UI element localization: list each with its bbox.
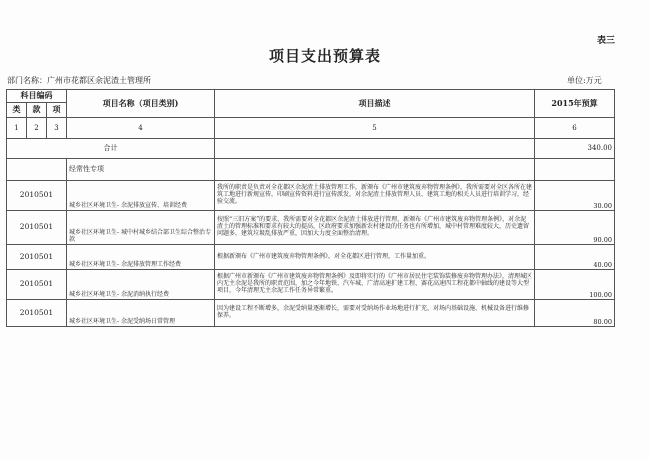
index-cell: 3 bbox=[47, 118, 67, 139]
table-row bbox=[7, 245, 615, 270]
budget-header: 2015年预算 bbox=[535, 90, 615, 118]
category-row bbox=[7, 159, 615, 181]
header-row bbox=[7, 90, 615, 103]
department-label: 部门名称：广州市花都区余泥渣土管理所 bbox=[7, 76, 151, 85]
table-row bbox=[7, 211, 615, 245]
total-row bbox=[7, 139, 615, 159]
budget-amount: 30.00 bbox=[535, 181, 615, 211]
project-description: 按照“三旧方案”的要求，我所需要对全花都区余泥渣土排放进行管理，新颁布《广州市建筑废弃物管理条例》，对余泥渣土的管理标准和要求有较大的提高，区政府要求加强新农村建设的任务也有所增加，城中村管理难度较大，历史遗留问题多，建筑垃圾乱排放严重，因加大力度全面整治清理。 bbox=[215, 211, 535, 245]
project-name-header: 项目名称（项目类别) bbox=[67, 90, 215, 118]
subject-code: 2010501 bbox=[7, 245, 67, 270]
budget-amount: 90.00 bbox=[535, 211, 615, 245]
unit-label: 单位:万元 bbox=[567, 76, 602, 85]
table-number-label: 表三 bbox=[597, 36, 616, 46]
index-cell: 6 bbox=[535, 118, 615, 139]
category-desc-cell bbox=[215, 159, 535, 181]
project-name: 城乡社区环境卫生- 余泥排放管理工作经费 bbox=[67, 245, 215, 270]
category-code-cell bbox=[7, 159, 67, 181]
index-cell: 1 bbox=[7, 118, 27, 139]
project-name: 城乡社区环境卫生- 余泥排放宣传、培训经费 bbox=[67, 181, 215, 211]
lei-header: 类 bbox=[7, 103, 27, 118]
category-amount-cell bbox=[535, 159, 615, 181]
index-cell: 2 bbox=[27, 118, 47, 139]
project-name: 城乡社区环境卫生- 城中村城乡结合部卫生综合整治专款 bbox=[67, 211, 215, 245]
total-desc-cell bbox=[215, 139, 535, 159]
project-description: 根据广州市新颁布《广州市建筑废弃物管理条例》及即将实行的《广州市居民住宅装饰装修废弃物管理办法》，清理城区内无主余泥是我所的职责范围，加之今年地铁、汽车城、广清高速扩建工程、赛花高速四工程花都中轴线的建设等大型项目，今年清理无主余泥工作任务异常繁重。 bbox=[215, 270, 535, 300]
budget-table bbox=[6, 89, 615, 327]
project-name: 城乡社区环境卫生- 余泥受纳场日常管理 bbox=[67, 300, 215, 327]
project-name: 城乡社区环境卫生- 余泥消纳执行经费 bbox=[67, 270, 215, 300]
subject-code: 2010501 bbox=[7, 300, 67, 327]
project-desc-header: 项目描述 bbox=[215, 90, 535, 118]
project-description: 根据新颁布《广州市建筑废弃物管理条例》，对全花都区进行管理，工作量加重。 bbox=[215, 245, 535, 270]
total-label: 合计 bbox=[7, 139, 215, 159]
kuan-header: 款 bbox=[27, 103, 47, 118]
total-value: 340.00 bbox=[535, 139, 615, 159]
subject-code: 2010501 bbox=[7, 270, 67, 300]
index-row bbox=[7, 118, 615, 139]
table-row bbox=[7, 181, 615, 211]
subject-code: 2010501 bbox=[7, 181, 67, 211]
budget-amount: 100.00 bbox=[535, 270, 615, 300]
xiang-header: 项 bbox=[47, 103, 67, 118]
table-row bbox=[7, 270, 615, 300]
project-description: 我所的职责是负责对全花都区余泥渣土排放管理工作，新颁布《广州市建筑废弃物管理条例》，我所需要对全区各所在建筑工地进行新规宣传，印刷宣传资料进行宣传派发，对余泥渣土排放管理人员、建筑工地的相关人员进行培训学习，经验交流。 bbox=[215, 181, 535, 211]
subject-code: 2010501 bbox=[7, 211, 67, 245]
category-label: 经常性专项 bbox=[67, 159, 215, 181]
budget-amount: 80.00 bbox=[535, 300, 615, 327]
table-row bbox=[7, 300, 615, 327]
project-description: 因为建设工程不断增多，余泥受纳量逐渐增长，需要对受纳场作业场地进行扩充，对场内基础设施、机械设备进行维修保养。 bbox=[215, 300, 535, 327]
page-title: 项目支出预算表 bbox=[268, 47, 381, 65]
budget-amount: 40.00 bbox=[535, 245, 615, 270]
index-cell: 5 bbox=[215, 118, 535, 139]
index-cell: 4 bbox=[67, 118, 215, 139]
subject-code-header: 科目编码 bbox=[7, 90, 67, 103]
